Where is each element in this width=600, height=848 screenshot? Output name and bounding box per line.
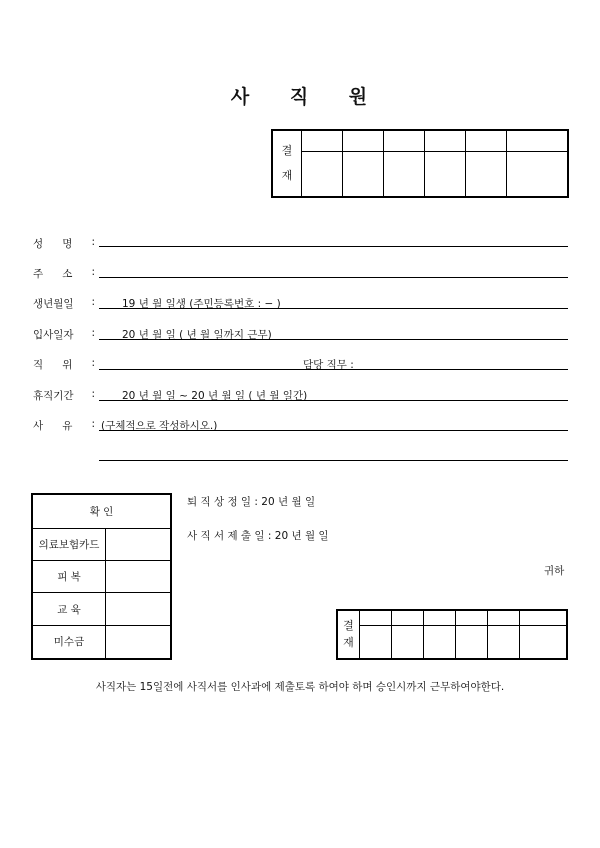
check-label: 교 육 [32,593,106,625]
name-label: 성 명 : [33,236,95,250]
position-label: 직 위 : [33,357,95,371]
hire-date-label: 입사일자 : [33,327,95,341]
signature-cell[interactable] [360,625,392,659]
reason-field-2[interactable] [99,460,568,461]
approval-box-bottom [336,609,568,660]
birthdate-field[interactable] [99,308,568,309]
hire-date-text: 20 년 월 일 ( 년 월 일까지 근무) [122,329,272,341]
signature-cell[interactable] [391,625,423,659]
signer-title-cell[interactable] [343,130,384,151]
signature-cell[interactable] [384,151,425,197]
name-field[interactable] [99,246,568,247]
birthdate-label: 생년월일 : [33,296,95,310]
approval-label-1: 결 [343,619,354,633]
leave-period-field[interactable] [99,400,568,401]
check-cell[interactable] [106,593,172,625]
signature-cell[interactable] [519,625,567,659]
reason-hint: (구체적으로 작성하시오.) [101,420,218,432]
approval-label-2: 재 [281,168,293,182]
check-label: 피 복 [32,560,106,592]
confirmation-table [31,493,172,660]
signer-title-cell[interactable] [302,130,343,151]
check-label: 의료보험카드 [32,528,106,560]
leave-period-text: 20 년 월 일 ~ 20 년 월 일 ( 년 월 일간) [122,390,308,402]
addressee: 귀하 [544,565,565,577]
reason-field-1[interactable] [99,430,568,431]
approval-label-2: 재 [343,635,354,649]
position-field[interactable] [99,369,568,370]
signer-title-cell[interactable] [360,610,392,625]
retirement-date: 퇴 직 상 정 일 : 20 년 월 일 [187,496,316,508]
signature-cell[interactable] [425,151,466,197]
signature-cell[interactable] [302,151,343,197]
check-cell[interactable] [106,528,172,560]
signature-cell[interactable] [466,151,507,197]
signature-cell[interactable] [487,625,519,659]
submission-date: 사 직 서 제 출 일 : 20 년 월 일 [187,530,329,542]
signer-title-cell[interactable] [391,610,423,625]
footer-note: 사직자는 15일전에 사직서를 인사과에 제출토록 하여야 하며 승인시까지 근무하여야한다. [95,681,505,693]
signer-title-cell[interactable] [466,130,507,151]
check-label: 미수금 [32,625,106,659]
signer-title-cell[interactable] [519,610,567,625]
confirmation-header: 확 인 [32,494,171,528]
check-cell[interactable] [106,560,172,592]
signature-cell[interactable] [343,151,384,197]
signer-title-cell[interactable] [384,130,425,151]
address-label: 주 소 : [33,266,95,280]
signature-cell[interactable] [423,625,455,659]
birthdate-text: 19 년 월 일생 (주민등록번호 : − ) [122,298,281,310]
approval-label-1: 결 [281,144,293,158]
address-field[interactable] [99,277,568,278]
signer-title-cell[interactable] [423,610,455,625]
signer-title-cell[interactable] [455,610,487,625]
reason-label: 사 유 : [33,418,95,432]
signature-cell[interactable] [455,625,487,659]
hire-date-field[interactable] [99,339,568,340]
signature-cell[interactable] [507,151,569,197]
document-title: 사 직 원 [230,86,370,108]
leave-period-label: 휴직기간 : [33,388,95,402]
approval-label [272,130,302,197]
duty-label: 담당 직무 : [303,359,354,371]
signer-title-cell[interactable] [507,130,569,151]
check-cell[interactable] [106,625,172,659]
signer-title-cell[interactable] [487,610,519,625]
signer-title-cell[interactable] [425,130,466,151]
approval-box-top [271,129,569,198]
approval-label [337,610,360,659]
